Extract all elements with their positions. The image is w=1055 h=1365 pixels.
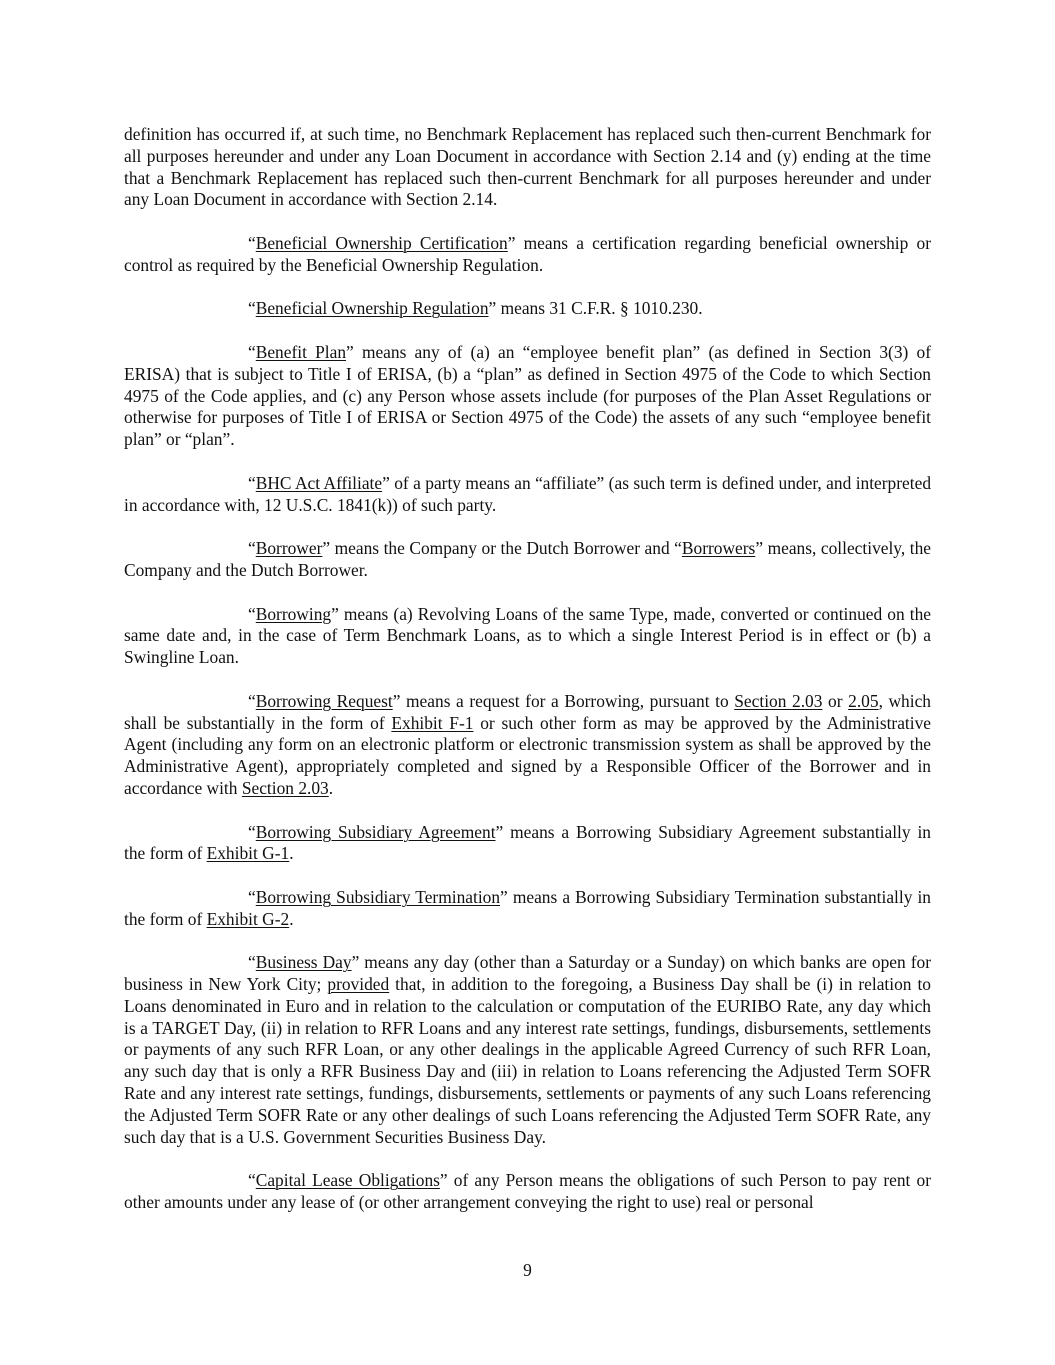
- continuation-paragraph: definition has occurred if, at such time, no Benchmark Replacement has replaced such then-current Benchmark for all purposes hereunder and under any Loan Document in accordance with Section 2.14 and (y) ending at the time that a Benchmark Replacement has replaced such then-current Benchmark for all purposes hereunder and under any Loan Document in accordance with Section 2.14.: [124, 124, 931, 210]
- defined-term: Business Day: [255, 952, 352, 973]
- exhibit-reference: Exhibit F-1: [391, 712, 474, 733]
- definition-borrowing-subsidiary-agreement: “Borrowing Subsidiary Agreement” means a Borrowing Subsidiary Agreement substantially in the form of Exhibit G-1.: [124, 821, 931, 864]
- defined-term: Borrowing Subsidiary Termination: [255, 886, 501, 907]
- definition-benefit-plan: “Benefit Plan” means any of (a) an “employee benefit plan” (as defined in Section 3(3) of ERISA) that is subject to Title I of ERISA, (b) a “plan” as defined in Section 4975 of the Code to which Section 4975 of the Code applies, and (c) any Person whose assets include (for purposes of the Plan Asset Regulations or otherwise for purposes of Title I of ERISA or Section 4975 of the Code) the assets of any such “employee benefit plan” or “plan”.: [124, 341, 931, 450]
- document-page: [124, 124, 931, 1236]
- definition-beneficial-ownership-regulation: “Beneficial Ownership Regulation” means 31 C.F.R. § 1010.230.: [248, 298, 703, 319]
- definition-business-day: “Business Day” means any day (other than a Saturday or a Sunday) on which banks are open for business in New York City; provided that, in addition to the foregoing, a Business Day shall be (i) in relation to Loans denominated in Euro and in relation to the calculation or computation of the EURIBO Rate, any day which is a TARGET Day, (ii) in relation to RFR Loans and any interest rate settings, fundings, disbursements, settlements or payments of any such RFR Loan, or any other dealings in the applicable Agreed Currency of such RFR Loan, any such day that is only a RFR Business Day and (iii) in relation to Loans referencing the Adjusted Term SOFR Rate and any interest rate settings, fundings, disbursements, settlements or payments of any such Loans referencing the Adjusted Term SOFR Rate or any other dealings of such Loans referencing the Adjusted Term SOFR Rate, any such day that is a U.S. Government Securities Business Day.: [124, 952, 931, 1147]
- defined-term: Borrowing Request: [255, 690, 393, 711]
- section-reference: 2.05: [848, 690, 879, 711]
- defined-term: Borrower: [255, 538, 323, 559]
- section-reference: Section 2.03: [241, 777, 329, 798]
- exhibit-reference: Exhibit G-1: [206, 843, 290, 864]
- defined-term: BHC Act Affiliate: [255, 472, 383, 493]
- proviso-term: provided: [327, 974, 390, 995]
- defined-term: Beneficial Ownership Regulation: [255, 298, 489, 319]
- page-number: 9: [523, 1260, 532, 1280]
- definition-borrowing-subsidiary-termination: “Borrowing Subsidiary Termination” means a Borrowing Subsidiary Termination substantially in the form of Exhibit G-2.: [124, 886, 931, 929]
- defined-term: Borrowing: [255, 603, 332, 624]
- defined-term: Beneficial Ownership Certification: [255, 232, 508, 253]
- defined-term: Borrowing Subsidiary Agreement: [255, 821, 496, 842]
- defined-term: Borrowers: [681, 538, 756, 559]
- definition-capital-lease-obligations: “Capital Lease Obligations” of any Person means the obligations of such Person to pay rent or other amounts under any lease of (or other arrangement conveying the right to use) real or personal: [124, 1170, 931, 1213]
- exhibit-reference: Exhibit G-2: [206, 908, 290, 929]
- definition-bhc-act-affiliate: “BHC Act Affiliate” of a party means an “affiliate” (as such term is defined under, and interpreted in accordance with, 12 U.S.C. 1841(k)) of such party.: [124, 472, 932, 515]
- section-reference: Section 2.03: [734, 690, 823, 711]
- definition-beneficial-ownership-certification: “Beneficial Ownership Certification” means a certification regarding beneficial ownership or control as required by the Beneficial Ownership Regulation.: [124, 232, 931, 275]
- definition-borrowing-request: “Borrowing Request” means a request for a Borrowing, pursuant to Section 2.03 or 2.05, which shall be substantially in the form of Exhibit F-1 or such other form as may be approved by the Administrative Agent (including any form on an electronic platform or electronic transmission system as shall be approved by the Administrative Agent), appropriately completed and signed by a Responsible Officer of the Borrower and in accordance with Section 2.03.: [124, 690, 932, 798]
- defined-term: Benefit Plan: [255, 341, 347, 362]
- defined-term: Capital Lease Obligations: [255, 1170, 440, 1191]
- definition-borrower: “Borrower” means the Company or the Dutch Borrower and “Borrowers” means, collectively, the Company and the Dutch Borrower.: [124, 538, 931, 580]
- definition-borrowing: “Borrowing” means (a) Revolving Loans of the same Type, made, converted or continued on the same date and, in the case of Term Benchmark Loans, as to which a single Interest Period is in effect or (b) a Swingline Loan.: [124, 603, 931, 668]
